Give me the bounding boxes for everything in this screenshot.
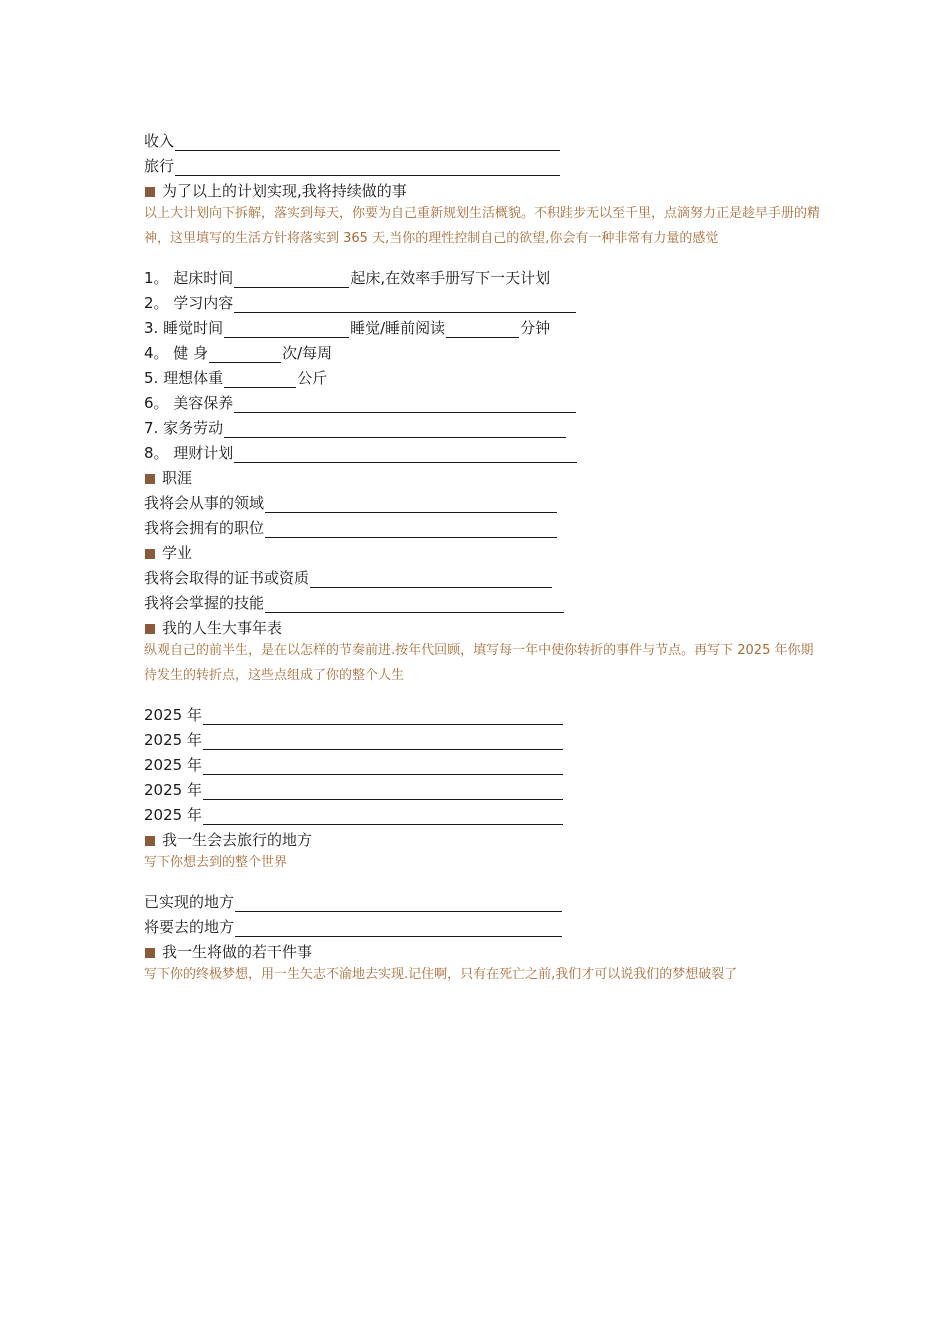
career-position-blank[interactable] — [265, 520, 557, 538]
cert-blank[interactable] — [310, 570, 552, 588]
reading-minutes-blank[interactable] — [446, 320, 519, 338]
study-heading: 学业 — [144, 538, 824, 563]
dreams-heading: 我一生将做的若干件事 — [144, 937, 824, 962]
travel-todo-blank[interactable] — [235, 919, 562, 937]
plan-item-8: 8。 理财计划 — [144, 438, 824, 463]
timeline-row-4: 2025 年 — [144, 775, 824, 800]
timeline-row-3: 2025 年 — [144, 750, 824, 775]
timeline-blank-1[interactable] — [203, 707, 563, 725]
timeline-blank-5[interactable] — [203, 807, 563, 825]
income-label: 收入 — [144, 132, 175, 150]
timeline-blank-3[interactable] — [203, 757, 563, 775]
timeline-row-2: 2025 年 — [144, 725, 824, 750]
timeline-blank-2[interactable] — [203, 732, 563, 750]
wake-time-blank[interactable] — [234, 270, 349, 288]
plan-item-4: 4。 健 身 次/每周 — [144, 344, 333, 362]
timeline-blank-4[interactable] — [203, 782, 563, 800]
career-field-line: 我将会从事的领域 — [144, 488, 824, 513]
plan-item-3: 3. 睡觉时间 睡觉/睡前阅读 分钟 — [144, 319, 551, 337]
plan-item-2: 2。 学习内容 — [144, 288, 824, 313]
ideal-weight-blank[interactable] — [224, 370, 296, 388]
study-cert-line: 我将会取得的证书或资质 — [144, 563, 824, 588]
travel-heading: 我一生会去旅行的地方 — [144, 825, 824, 850]
travel-done-line: 已实现的地方 — [144, 887, 824, 912]
travel-line — [144, 151, 824, 176]
square-bullet-icon — [145, 948, 155, 958]
beauty-care-blank[interactable] — [234, 395, 576, 413]
travel-label: 旅行 — [144, 157, 175, 175]
plan-item-1: 1。 起床时间 起床,在效率手册写下一天计划 — [144, 269, 551, 287]
square-bullet-icon — [145, 474, 155, 484]
travel-todo-line: 将要去的地方 — [144, 912, 824, 937]
timeline-heading: 我的人生大事年表 — [144, 613, 824, 638]
timeline-description: 纵观自己的前半生，是在以怎样的节奏前进.按年代回顾，填写每一年中使你转折的事件与节点。再写下 2025 年你期待发生的转折点，这些点组成了你的整个人生 — [144, 643, 814, 683]
travel-blank[interactable] — [175, 158, 560, 176]
housework-blank[interactable] — [224, 420, 566, 438]
plan-description: 以上大计划向下拆解，落实到每天，你要为自己重新规划生活概貌。不积跬步无以至千里，点滴努力正是趁早手册的精神，这里填写的生活方针将落实到 365 天,当你的理性控制自己的欲望,你会有一种非常有力量的感觉 — [144, 206, 821, 246]
income-line — [144, 126, 824, 151]
timeline-row-1: 2025 年 — [144, 700, 824, 725]
content — [144, 126, 824, 987]
travel-done-blank[interactable] — [235, 894, 562, 912]
dreams-description: 写下你的终极梦想，用一生矢志不渝地去实现.记住啊，只有在死亡之前,我们才可以说我们的梦想破裂了 — [144, 967, 738, 982]
study-content-blank[interactable] — [234, 295, 576, 313]
plan-item-7: 7. 家务劳动 — [144, 413, 824, 438]
career-heading: 职涯 — [144, 463, 824, 488]
fitness-count-blank[interactable] — [209, 345, 281, 363]
income-blank[interactable] — [175, 133, 560, 151]
sleep-time-blank[interactable] — [224, 320, 349, 338]
square-bullet-icon — [145, 549, 155, 559]
plan-item-6: 6。 美容保养 — [144, 388, 824, 413]
square-bullet-icon — [145, 836, 155, 846]
plan-heading: 为了以上的计划实现,我将持续做的事 — [144, 176, 824, 201]
career-position-line: 我将会拥有的职位 — [144, 513, 824, 538]
career-field-blank[interactable] — [265, 495, 557, 513]
square-bullet-icon — [145, 187, 155, 197]
travel-description: 写下你想去到的整个世界 — [144, 855, 288, 870]
finance-plan-blank[interactable] — [234, 445, 577, 463]
plan-item-5: 5. 理想体重 公斤 — [144, 369, 328, 387]
timeline-row-5: 2025 年 — [144, 800, 824, 825]
square-bullet-icon — [145, 624, 155, 634]
skill-blank[interactable] — [265, 595, 564, 613]
study-skill-line: 我将会掌握的技能 — [144, 588, 824, 613]
